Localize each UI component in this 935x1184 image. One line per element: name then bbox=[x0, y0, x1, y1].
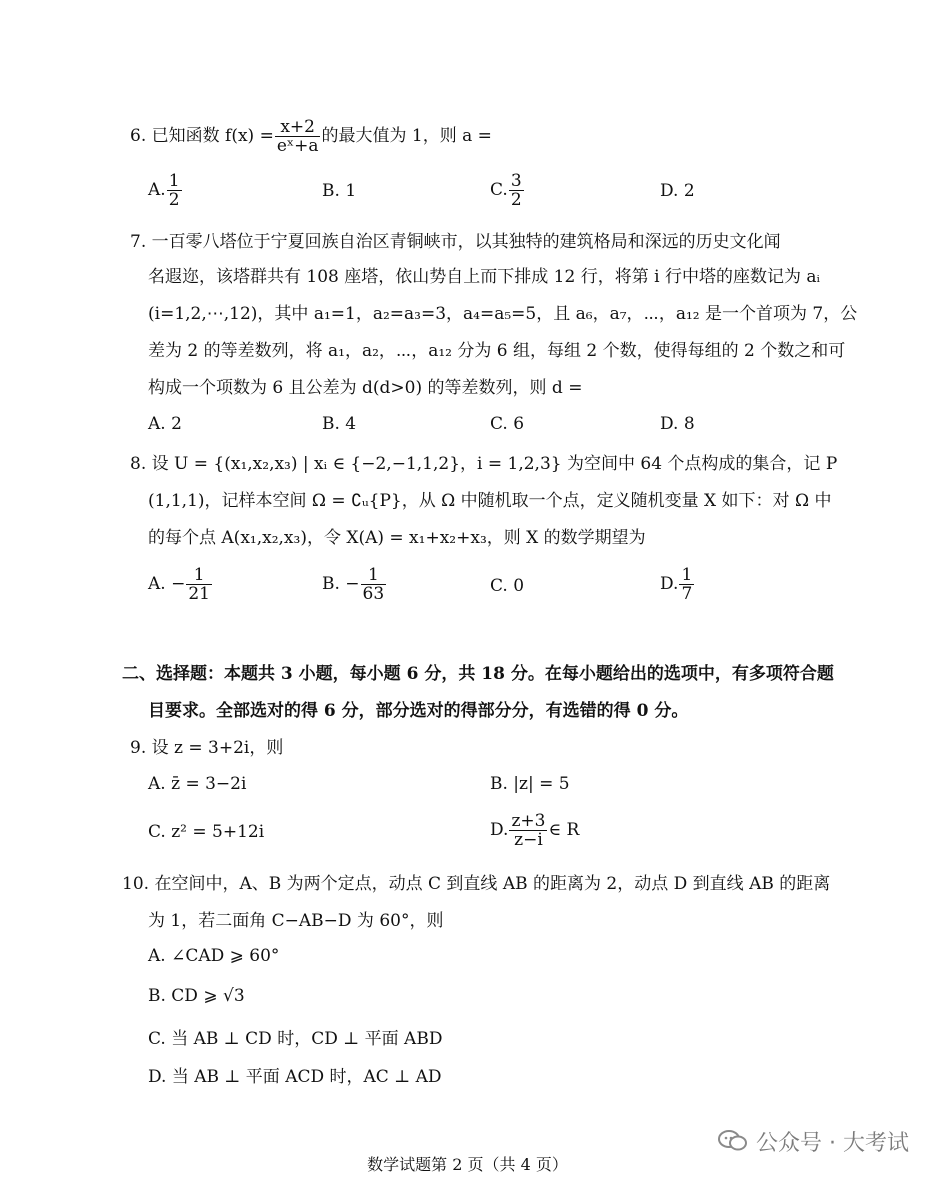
page-footer: 数学试题第 2 页（共 4 页） bbox=[367, 1155, 568, 1174]
q10-option-a: A. ∠CAD ⩾ 60° bbox=[148, 946, 280, 966]
q7-line-4: 差为 2 的等差数列，将 a₁，a₂，⋯，a₁₂ 分为 6 组，每组 2 个数，使得每组的 2 个数之和可 bbox=[148, 341, 846, 361]
section2-heading-line-1: 二、选择题：本题共 3 小题，每小题 6 分，共 18 分。在每小题给出的选项中，有多项符合题 bbox=[122, 664, 834, 684]
q6-option-c: C. $\frac{3}{2}$ bbox=[490, 171, 522, 210]
q6-option-b: B. 1 bbox=[322, 181, 357, 201]
q10-option-d: D. 当 AB ⊥ 平面 ACD 时，AC ⊥ AD bbox=[148, 1067, 442, 1087]
q7-line-2: 名遐迩，该塔群共有 108 座塔，依山势自上而下排成 12 行，将第 i 行中塔的座数记为 aᵢ bbox=[148, 267, 820, 287]
q8-line-3: 的每个点 A(x₁,x₂,x₃)，令 X(A) = x₁+x₂+x₃，则 X 的数学期望为 bbox=[148, 528, 646, 548]
q8-line-2: (1,1,1)，记样本空间 Ω = ∁ᵤ{P}，从 Ω 中随机取一个点，定义随机变量 X 如下：对 Ω 中 bbox=[148, 491, 832, 511]
q8-line-1: 8. 设 U = {(x₁,x₂,x₃) | xᵢ ∈ {−2,−1,1,2}，i = 1,2,3} 为空间中 64 个点构成的集合，记 P bbox=[130, 454, 838, 474]
q8-option-c: C. 0 bbox=[490, 576, 525, 596]
q6-stem: 6. 已知函数 f(x) = $\frac{x+2}{\text{eˣ+a}}$ 的最大值为 1，则 a = bbox=[130, 117, 492, 156]
q7-line-1: 7. 一百零八塔位于宁夏回族自治区青铜峡市，以其独特的建筑格局和深远的历史文化闻 bbox=[130, 232, 781, 252]
q9-stem: 9. 设 z = 3+2i，则 bbox=[130, 738, 284, 758]
q6-option-d: D. 2 bbox=[660, 181, 695, 201]
q6-option-a: A. $\frac{1}{2}$ bbox=[148, 171, 180, 210]
section2-heading-line-2: 目要求。全部选对的得 6 分，部分选对的得部分分，有选错的得 0 分。 bbox=[148, 701, 689, 721]
watermark: 公众号 · 大考试 bbox=[718, 1126, 909, 1159]
q7-option-d: D. 8 bbox=[660, 414, 695, 434]
q7-option-c: C. 6 bbox=[490, 414, 525, 434]
q7-line-5: 构成一个项数为 6 且公差为 d(d>0) 的等差数列，则 d = bbox=[148, 378, 583, 398]
q10-option-b: B. CD ⩾ √3 bbox=[148, 986, 245, 1006]
q7-option-a: A. 2 bbox=[148, 414, 182, 434]
q9-option-a: A. z̄ = 3−2i bbox=[148, 774, 247, 794]
q6-fraction: $\frac{x+2}{\text{eˣ+a}}$ bbox=[276, 117, 319, 156]
q7-option-b: B. 4 bbox=[322, 414, 357, 434]
q10-line-2: 为 1，若二面角 C−AB−D 为 60°，则 bbox=[148, 911, 444, 931]
q8-option-d: D. $\frac{1}{7}$ bbox=[660, 565, 693, 604]
q10-option-c: C. 当 AB ⊥ CD 时，CD ⊥ 平面 ABD bbox=[148, 1029, 443, 1049]
q10-line-1: 10. 在空间中，A、B 为两个定点，动点 C 到直线 AB 的距离为 2，动点 D 到直线 AB 的距离 bbox=[122, 874, 831, 894]
q9-option-c: C. z² = 5+12i bbox=[148, 822, 265, 842]
q9-option-b: B. |z| = 5 bbox=[490, 774, 570, 794]
q7-line-3: (i=1,2,⋯,12)，其中 a₁=1，a₂=a₃=3，a₄=a₅=5，且 a₆，a₇，⋯，a₁₂ 是一个首项为 7，公 bbox=[148, 304, 858, 324]
q8-option-b: B. − $\frac{1}{63}$ bbox=[322, 565, 385, 604]
q8-option-a: A. − $\frac{1}{21}$ bbox=[148, 565, 210, 604]
q9-option-d: D. $\frac{z+3}{z-i}$ ∈ R bbox=[490, 811, 580, 850]
